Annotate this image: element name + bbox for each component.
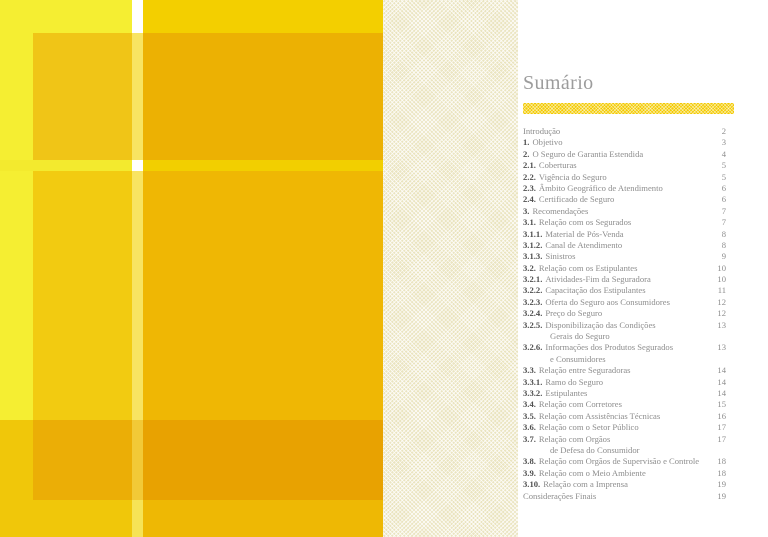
toc-entry-label: Informações dos Produtos Segurados xyxy=(545,342,674,353)
toc-entry-number: 2.1. xyxy=(523,160,536,171)
art-cell xyxy=(0,33,33,160)
toc-entry xyxy=(523,137,726,148)
toc-entry xyxy=(523,491,726,502)
toc-entry xyxy=(523,365,726,376)
toc-entry-label: Relação com Assistências Técnicas xyxy=(538,410,661,421)
toc-entry-page: 5 xyxy=(721,171,726,182)
toc-entry-number: 3.3. xyxy=(523,365,536,376)
toc-entry-label: Relação com o Meio Ambiente xyxy=(538,467,646,478)
art-cell xyxy=(33,0,132,33)
toc-entry-label: Relação com Orgãos xyxy=(538,433,611,444)
cover-artwork xyxy=(0,0,383,537)
art-cell xyxy=(33,420,132,500)
toc-entry-number: 2.4. xyxy=(523,194,536,205)
toc-entry-number: 3.2.4. xyxy=(523,308,543,319)
toc-entry xyxy=(523,399,726,410)
toc-entry-number: 3.1.2. xyxy=(523,239,543,250)
toc-entry-label: Coberturas xyxy=(538,160,577,171)
toc-entry xyxy=(523,172,726,183)
toc-entry-page: 11 xyxy=(717,285,726,296)
toc-entry-number: 2.2. xyxy=(523,171,536,182)
art-cell xyxy=(143,500,383,537)
toc-entry-label: Sinistros xyxy=(545,251,576,262)
toc-entry-label: Relação com a Imprensa xyxy=(543,479,628,490)
toc-entry-number: 3.2.2. xyxy=(523,285,543,296)
toc-entry xyxy=(523,354,726,365)
toc-entry-label: Relação com Orgãos de Supervisão e Controle xyxy=(538,456,700,467)
art-cell xyxy=(132,0,143,33)
toc-entry xyxy=(523,479,726,490)
toc-entry-number: 3.3.1. xyxy=(523,376,543,387)
toc-entry-label: Canal de Atendimento xyxy=(545,239,623,250)
toc-entry xyxy=(523,251,726,262)
toc-entry-label: Estipulantes xyxy=(545,387,588,398)
toc-entry-label: Atividades-Fim da Seguradora xyxy=(545,274,651,285)
toc-entry-number: 3.4. xyxy=(523,399,536,410)
toc-entry xyxy=(523,229,726,240)
art-cell xyxy=(0,160,33,171)
toc-entry-label: Ramo do Seguro xyxy=(545,376,604,387)
page-title: Sumário xyxy=(523,72,594,94)
toc-entry-label: Oferta do Seguro aos Consumidores xyxy=(545,296,670,307)
art-cell xyxy=(143,420,383,500)
toc-entry-page: 13 xyxy=(717,342,726,353)
art-cell xyxy=(132,500,143,537)
toc-entry-number: 3.2.5. xyxy=(523,319,543,330)
toc-entry xyxy=(523,388,726,399)
toc-entry-number: 3.1.1. xyxy=(523,228,543,239)
toc-entry-page: 2 xyxy=(721,126,726,136)
toc-entry-label: Relação com os Segurados xyxy=(538,217,632,228)
toc-entry xyxy=(523,434,726,445)
toc-entry-page: 10 xyxy=(717,262,726,273)
toc-entry-label: de Defesa do Consumidor xyxy=(550,444,640,455)
toc-entry-label: Relação com os Estipulantes xyxy=(538,262,638,273)
toc-entry-page: 17 xyxy=(717,433,726,444)
toc-entry-label: Recomendações xyxy=(532,205,589,216)
toc-entry-page: 4 xyxy=(721,148,726,159)
toc-entry-page: 12 xyxy=(717,308,726,319)
art-cell xyxy=(143,33,383,160)
toc-entry xyxy=(523,411,726,422)
art-cell xyxy=(143,0,383,33)
toc-entry-number: 3.2. xyxy=(523,262,536,273)
toc-entry-number: 3.1. xyxy=(523,217,536,228)
spine-texture xyxy=(383,0,518,537)
toc-entry xyxy=(523,377,726,388)
toc-entry-number: 3.2.6. xyxy=(523,342,543,353)
toc-entry-label: O Seguro de Garantia Estendida xyxy=(532,148,644,159)
toc-entry-page: 18 xyxy=(717,456,726,467)
toc-entry xyxy=(523,149,726,160)
toc-entry-page: 5 xyxy=(721,160,726,171)
toc-entry-label: Relação entre Seguradoras xyxy=(538,365,631,376)
toc-entry xyxy=(523,126,726,137)
art-cell xyxy=(33,160,132,171)
toc-entry-number: 3. xyxy=(523,205,530,216)
toc-entry-label: Relação com Corretores xyxy=(538,399,622,410)
toc-entry-page: 13 xyxy=(717,319,726,330)
toc-page xyxy=(518,0,768,537)
toc-entry xyxy=(523,240,726,251)
toc-entry-label: Gerais do Seguro xyxy=(550,331,610,342)
toc-entry-number: 3.3.2. xyxy=(523,387,543,398)
toc-entry-number: 2. xyxy=(523,148,530,159)
toc-entry-label: e Consumidores xyxy=(550,353,606,364)
toc-entry-page: 6 xyxy=(721,194,726,205)
toc-entry-page: 8 xyxy=(721,239,726,250)
toc-entry-label: Vigência do Seguro xyxy=(538,171,607,182)
toc-entry-label: Relação com o Setor Público xyxy=(538,422,639,433)
toc-entry-page: 6 xyxy=(721,182,726,193)
toc-entry-page: 10 xyxy=(717,274,726,285)
toc-entry xyxy=(523,468,726,479)
toc-entry-page: 12 xyxy=(717,296,726,307)
art-cell xyxy=(132,171,143,420)
toc-entry-number: 3.10. xyxy=(523,479,541,490)
toc-entry xyxy=(523,422,726,433)
toc-entry-label: Certificado de Seguro xyxy=(538,194,615,205)
toc-entry-number: 3.2.1. xyxy=(523,274,543,285)
toc-entry xyxy=(523,160,726,171)
toc-entry-label: Disponibilização das Condições xyxy=(545,319,656,330)
toc-entry xyxy=(523,285,726,296)
art-cell xyxy=(33,33,132,160)
toc-entry-page: 7 xyxy=(721,205,726,216)
toc-entry-page: 14 xyxy=(717,376,726,387)
toc-entry-label: Objetivo xyxy=(532,137,563,148)
toc-entry xyxy=(523,263,726,274)
toc-entry-page: 8 xyxy=(721,228,726,239)
toc-entry-label: Capacitação dos Estipulantes xyxy=(545,285,646,296)
toc-entry-label: Âmbito Geográfico de Atendimento xyxy=(538,182,663,193)
toc-entry xyxy=(523,320,726,331)
toc-entry-page: 16 xyxy=(717,410,726,421)
toc-entry xyxy=(523,297,726,308)
toc-entry xyxy=(523,331,726,342)
toc-entry-label: Preço do Seguro xyxy=(545,308,603,319)
art-cell xyxy=(132,33,143,160)
toc-entry-number: 3.9. xyxy=(523,467,536,478)
toc-entry-number: 3.7. xyxy=(523,433,536,444)
toc-entry-label: Introdução xyxy=(523,126,561,136)
art-cell xyxy=(143,160,383,171)
toc-entry-page: 14 xyxy=(717,365,726,376)
art-cell xyxy=(0,0,33,33)
art-cell xyxy=(0,171,33,420)
toc-entry-number: 3.5. xyxy=(523,410,536,421)
art-cell xyxy=(132,160,143,171)
art-cell xyxy=(143,171,383,420)
toc-entry-page: 15 xyxy=(717,399,726,410)
toc-entry-label: Considerações Finais xyxy=(523,490,597,501)
toc-entry xyxy=(523,456,726,467)
toc-list xyxy=(523,126,726,502)
art-cell xyxy=(33,500,132,537)
toc-entry-page: 17 xyxy=(717,422,726,433)
toc-entry-number: 3.6. xyxy=(523,422,536,433)
toc-entry-number: 3.1.3. xyxy=(523,251,543,262)
toc-entry-page: 7 xyxy=(721,217,726,228)
art-cell xyxy=(132,420,143,500)
toc-entry-page: 19 xyxy=(717,490,726,501)
toc-entry-page: 9 xyxy=(721,251,726,262)
toc-entry xyxy=(523,342,726,353)
toc-entry xyxy=(523,183,726,194)
toc-entry xyxy=(523,274,726,285)
art-cell xyxy=(33,171,132,420)
toc-entry-number: 3.2.3. xyxy=(523,296,543,307)
toc-entry-page: 18 xyxy=(717,467,726,478)
title-accent-bar xyxy=(523,103,734,114)
toc-entry-label: Material de Pós-Venda xyxy=(545,228,624,239)
toc-entry-page: 3 xyxy=(721,137,726,148)
art-cell xyxy=(0,500,33,537)
toc-entry xyxy=(523,308,726,319)
toc-entry xyxy=(523,217,726,228)
toc-entry xyxy=(523,206,726,217)
toc-entry-number: 3.8. xyxy=(523,456,536,467)
toc-entry-page: 19 xyxy=(717,479,726,490)
toc-entry-number: 1. xyxy=(523,137,530,148)
toc-entry-page: 14 xyxy=(717,387,726,398)
toc-entry-number: 2.3. xyxy=(523,182,536,193)
art-cell xyxy=(0,420,33,500)
toc-entry xyxy=(523,445,726,456)
toc-entry xyxy=(523,194,726,205)
